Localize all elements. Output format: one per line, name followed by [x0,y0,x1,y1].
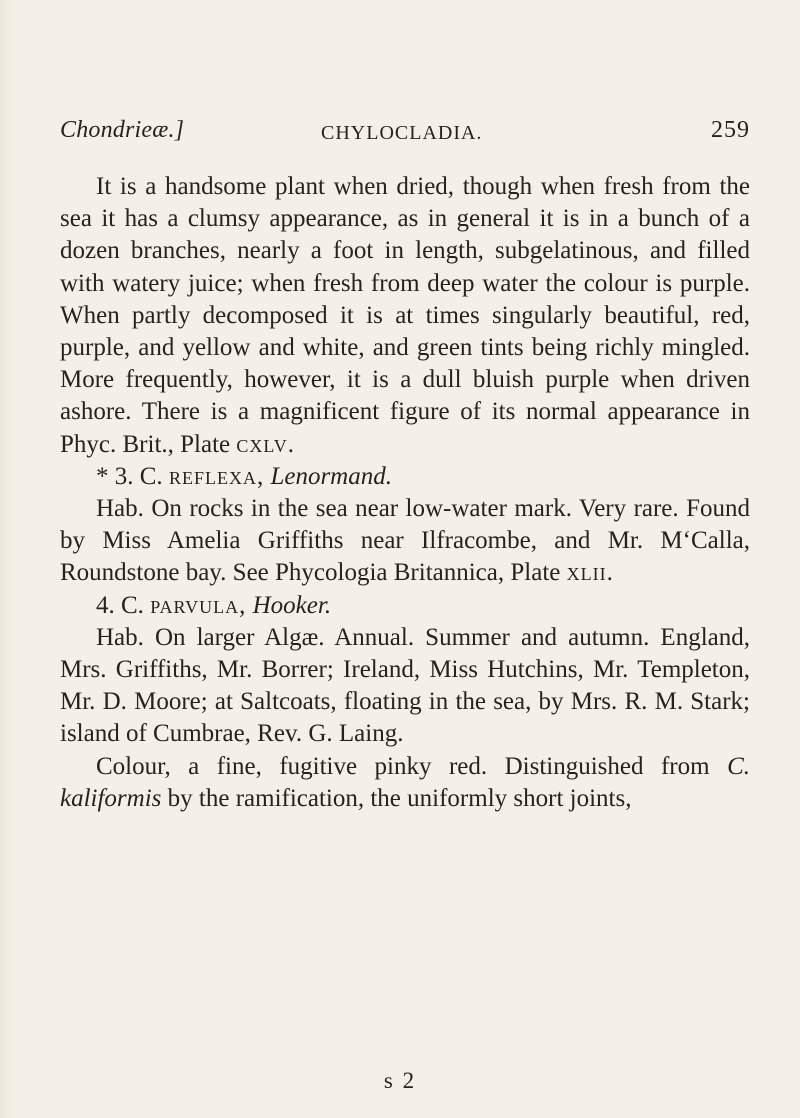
running-title-center: CHYLOCLADIA. [321,122,483,144]
species-name: parvula, [150,591,247,619]
paragraph-habitat-parvula: Hab. On larger Algæ. Annual. Summer and autumn. England, Mrs. Griffiths, Mr. Borrer; Ireland, Miss Hutchins, Mr. Templeton, Mr. D. Moore; at Saltcoats, floating in the sea, by Mrs. R. M. Stark; island of Cumbrae, Rev. G. Laing. [60,623,750,748]
species-heading-parvula [60,590,750,622]
paragraph-habitat-reflexa [60,493,750,590]
running-title-left: Chondrieæ.] [60,117,185,143]
page-edge-shadow [0,0,14,1118]
species-number: 4. C. [96,591,144,619]
species-heading-reflexa [60,461,750,493]
page-number: 259 [711,117,750,143]
plate-reference: xlii. [566,559,614,587]
running-header [60,117,750,153]
species-author: Hooker. [252,591,332,619]
paragraph-text: by the ramification, the uniformly short joints, [167,784,632,812]
paragraph-description [60,171,750,461]
species-author: Lenormand. [270,462,392,490]
species-name: reflexa, [168,462,265,490]
paragraph-text: It is a handsome plant when dried, though when fresh from the sea it has a clumsy appearance, as in general it is in a bunch of a dozen branches, nearly a foot in length, subgelatinous, and filled with watery juice; when fresh from deep water the colour is purple. When partly decomposed it is at times singularly beautiful, red, purple, and yellow and white, and green tints being richly mingled. More frequently, however, it is a dull bluish purple when driven ashore. There is a magnificent figure of its normal appearance in Phyc. Brit., Plate [60,173,750,458]
paragraph-text: Colour, a fine, fugitive pinky red. Distinguished from [96,752,710,780]
paragraph-text: Hab. On rocks in the sea near low-water mark. Very rare. Found by Miss Amelia Griffiths near Ilfracombe, and Mr. M‘Calla, Roundstone bay. See Phycologia Britannica, Plate [60,495,750,587]
species-number: * 3. C. [96,462,163,490]
plate-reference: cxlv. [236,430,295,458]
species-reference: C. kaliformis [60,752,751,812]
page-body [60,171,750,815]
paragraph-colour [60,751,750,815]
signature-mark: s 2 [383,1068,417,1093]
